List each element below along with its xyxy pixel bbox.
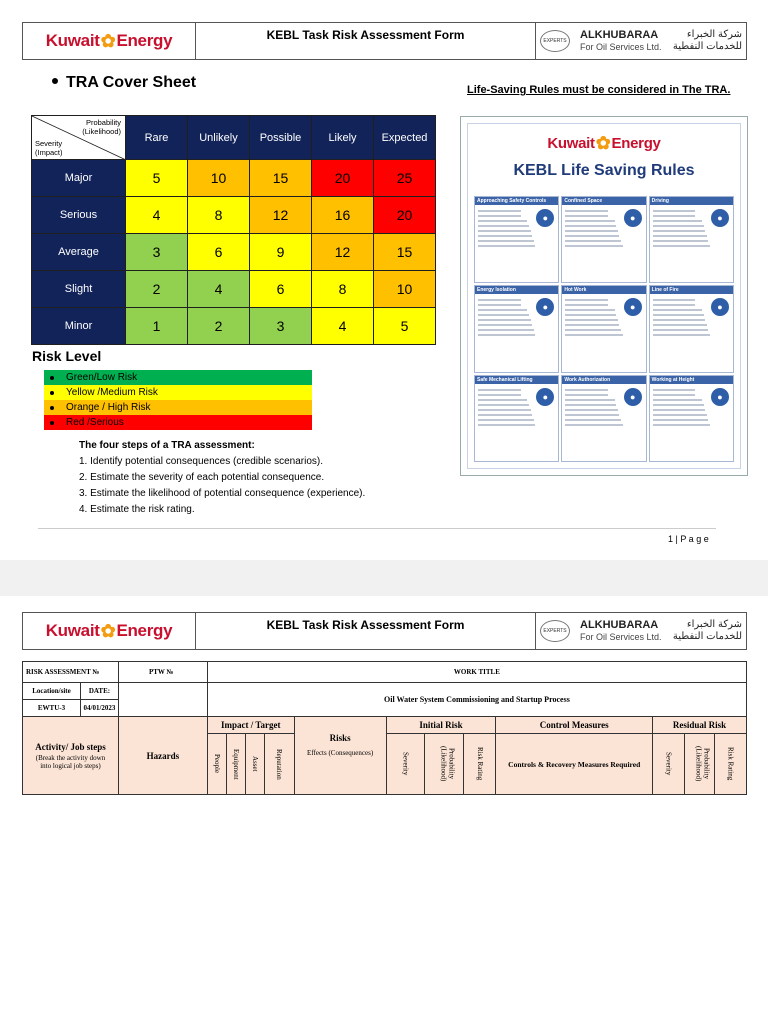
activity-sub: (Break the activity down into logical job steps) <box>35 753 106 770</box>
probability-label: Probability (Likelihood) <box>82 118 121 136</box>
poster-rule-card <box>561 285 646 372</box>
location-label: Location/site <box>23 683 81 700</box>
matrix-cell: 20 <box>374 197 436 234</box>
impact-col-asset: Asset <box>245 734 264 795</box>
legend-item-orange: Orange / High Risk <box>44 400 312 415</box>
impact-col-people: People <box>207 734 226 795</box>
experts-badge-icon: EXPERTS <box>540 30 570 52</box>
life-saving-rules-poster <box>460 116 748 476</box>
rule-icon: ● <box>536 209 554 227</box>
work-title-label: WORK TITLE <box>207 662 746 683</box>
poster-rule-card <box>561 375 646 462</box>
initial-risk-header: Initial Risk <box>386 717 496 734</box>
tra-step: 2. Estimate the severity of each potential consequence. <box>79 472 325 483</box>
page-gap <box>0 560 768 596</box>
control-measures-header: Control Measures <box>496 717 653 734</box>
impact-col-equipment: Equipment <box>226 734 245 795</box>
cover-sheet-title: TRA Cover Sheet <box>52 74 196 92</box>
risk-assessment-no-label: RISK ASSESSMENT № <box>23 662 119 683</box>
matrix-cell: 8 <box>312 271 374 308</box>
tra-step: 4. Estimate the risk rating. <box>79 504 195 515</box>
rule-icon: ● <box>711 388 729 406</box>
alkhubaraa-subtitle: For Oil Services Ltd. <box>580 632 662 642</box>
poster-rule-card <box>649 285 734 372</box>
poster-rule-title: Work Authorization <box>562 376 645 384</box>
form-header-page-2 <box>22 612 747 650</box>
location-value: EWTU-3 <box>23 700 81 717</box>
matrix-row-header: Serious <box>32 197 126 234</box>
matrix-col-header: Rare <box>126 116 188 160</box>
poster-rule-title: Driving <box>650 197 733 205</box>
poster-rule-title: Working at Height <box>650 376 733 384</box>
flower-icon: ✿ <box>595 133 611 153</box>
matrix-col-header: Possible <box>250 116 312 160</box>
matrix-cell: 5 <box>374 308 436 345</box>
matrix-cell: 3 <box>250 308 312 345</box>
alkhubaraa-arabic-sub: للخدمات النفطية <box>672 631 742 642</box>
matrix-cell: 15 <box>374 234 436 271</box>
hazards-header: Hazards <box>118 717 207 795</box>
matrix-cell: 25 <box>374 160 436 197</box>
risk-matrix <box>31 115 436 345</box>
matrix-cell: 2 <box>188 308 250 345</box>
page-number: 1 | P a g e <box>668 534 709 544</box>
risks-header: Risks Effects (Consequences) <box>294 717 386 795</box>
bullet-icon <box>50 376 54 380</box>
matrix-row-header: Slight <box>32 271 126 308</box>
matrix-cell: 15 <box>250 160 312 197</box>
matrix-col-header: Unlikely <box>188 116 250 160</box>
initial-col-risk-rating: Risk Rating <box>464 734 496 795</box>
kuwait-energy-logo: Kuwait ✿ Energy <box>45 31 173 51</box>
rule-icon: ● <box>711 209 729 227</box>
poster-rule-card <box>474 375 559 462</box>
initial-col-probability: Probability (Likelihood) <box>425 734 464 795</box>
poster-rule-card <box>561 196 646 283</box>
work-title-value: Oil Water System Commissioning and Startup Process <box>207 683 746 717</box>
matrix-cell: 12 <box>250 197 312 234</box>
initial-col-severity: Severity <box>386 734 425 795</box>
residual-col-risk-rating: Risk Rating <box>714 734 746 795</box>
matrix-cell: 4 <box>188 271 250 308</box>
poster-rule-title: Confined Space <box>562 197 645 205</box>
rule-icon: ● <box>624 209 642 227</box>
alkhubaraa-logo-cell <box>536 23 746 59</box>
severity-label: Severity (Impact) <box>35 139 63 157</box>
matrix-cell: 9 <box>250 234 312 271</box>
risks-sub: Effects (Consequences) <box>307 748 374 757</box>
alkhubaraa-name: ALKHUBARAA <box>580 619 659 631</box>
tra-step: 1. Identify potential consequences (credible scenarios). <box>79 456 324 467</box>
experts-badge-icon: EXPERTS <box>540 620 570 642</box>
legend-item-green: Green/Low Risk <box>44 370 312 385</box>
residual-col-probability: Probability (Likelihood) <box>685 734 715 795</box>
risk-assessment-table <box>22 661 747 795</box>
ptw-no-label: PTW № <box>118 662 207 683</box>
form-header <box>22 22 747 60</box>
matrix-cell: 12 <box>312 234 374 271</box>
rule-icon: ● <box>536 388 554 406</box>
poster-rule-title: Approaching Safety Controls <box>475 197 558 205</box>
matrix-corner <box>32 116 126 160</box>
poster-rule-title: Safe Mechanical Lifting <box>475 376 558 384</box>
legend-item-yellow: Yellow /Medium Risk <box>44 385 312 400</box>
matrix-cell: 6 <box>188 234 250 271</box>
tra-steps <box>79 438 365 518</box>
matrix-cell: 4 <box>312 308 374 345</box>
bullet-icon <box>50 421 54 425</box>
poster-rule-card <box>649 196 734 283</box>
matrix-cell: 4 <box>126 197 188 234</box>
impact-header: Impact / Target <box>207 717 294 734</box>
rule-icon: ● <box>536 298 554 316</box>
poster-rule-card <box>474 285 559 372</box>
date-label: DATE: <box>80 683 118 700</box>
matrix-col-header: Likely <box>312 116 374 160</box>
tra-steps-heading: The four steps of a TRA assessment: <box>79 440 255 451</box>
rule-icon: ● <box>624 388 642 406</box>
matrix-cell: 2 <box>126 271 188 308</box>
matrix-row-header: Minor <box>32 308 126 345</box>
poster-rule-title: Energy Isolation <box>475 286 558 294</box>
residual-risk-header: Residual Risk <box>653 717 747 734</box>
bullet-icon <box>50 406 54 410</box>
legend-item-red: Red /Serious <box>44 415 312 430</box>
matrix-cell: 6 <box>250 271 312 308</box>
matrix-col-header: Expected <box>374 116 436 160</box>
ptw-no-value <box>118 683 207 717</box>
alkhubaraa-arabic-sub: للخدمات النفطية <box>672 41 742 52</box>
impact-col-reputation: Reputation <box>264 734 294 795</box>
flower-icon: ✿ <box>100 621 116 641</box>
bullet-icon <box>50 391 54 395</box>
kuwait-energy-logo-cell <box>23 23 196 59</box>
poster-logo: Kuwait ✿ Energy <box>547 133 661 153</box>
risk-level-title: Risk Level <box>32 348 102 364</box>
alkhubaraa-name: ALKHUBARAA <box>580 29 659 41</box>
form-title: KEBL Task Risk Assessment Form <box>196 23 536 59</box>
activity-label: Activity/ Job steps <box>35 741 106 752</box>
matrix-cell: 10 <box>374 271 436 308</box>
residual-col-severity: Severity <box>653 734 685 795</box>
bullet-icon <box>52 78 58 84</box>
flower-icon: ✿ <box>100 31 116 51</box>
life-saving-note: Life-Saving Rules must be considered in The TRA. <box>467 84 731 96</box>
date-value: 04/01/2023 <box>80 700 118 717</box>
rule-icon: ● <box>624 298 642 316</box>
poster-rule-card <box>649 375 734 462</box>
matrix-row-header: Average <box>32 234 126 271</box>
matrix-cell: 1 <box>126 308 188 345</box>
activity-header <box>23 717 119 795</box>
poster-rule-title: Line of Fire <box>650 286 733 294</box>
tra-step: 3. Estimate the likelihood of potential consequence (experience). <box>79 488 366 499</box>
matrix-cell: 16 <box>312 197 374 234</box>
matrix-cell: 3 <box>126 234 188 271</box>
control-measures-sub: Controls & Recovery Measures Required <box>496 734 653 795</box>
kuwait-energy-logo: Kuwait ✿ Energy <box>45 621 173 641</box>
matrix-cell: 8 <box>188 197 250 234</box>
matrix-cell: 5 <box>126 160 188 197</box>
alkhubaraa-arabic-name: شركة الخبراء <box>686 29 742 40</box>
matrix-cell: 20 <box>312 160 374 197</box>
poster-rule-card <box>474 196 559 283</box>
matrix-cell: 10 <box>188 160 250 197</box>
page-footer-line <box>38 528 716 529</box>
poster-title: KEBL Life Saving Rules <box>513 162 695 179</box>
alkhubaraa-subtitle: For Oil Services Ltd. <box>580 42 662 52</box>
rule-icon: ● <box>711 298 729 316</box>
risk-level-legend <box>44 370 312 430</box>
poster-rule-title: Hot Work <box>562 286 645 294</box>
alkhubaraa-arabic-name: شركة الخبراء <box>686 619 742 630</box>
poster-grid <box>474 196 734 462</box>
matrix-row-header: Major <box>32 160 126 197</box>
form-title: KEBL Task Risk Assessment Form <box>196 613 536 649</box>
